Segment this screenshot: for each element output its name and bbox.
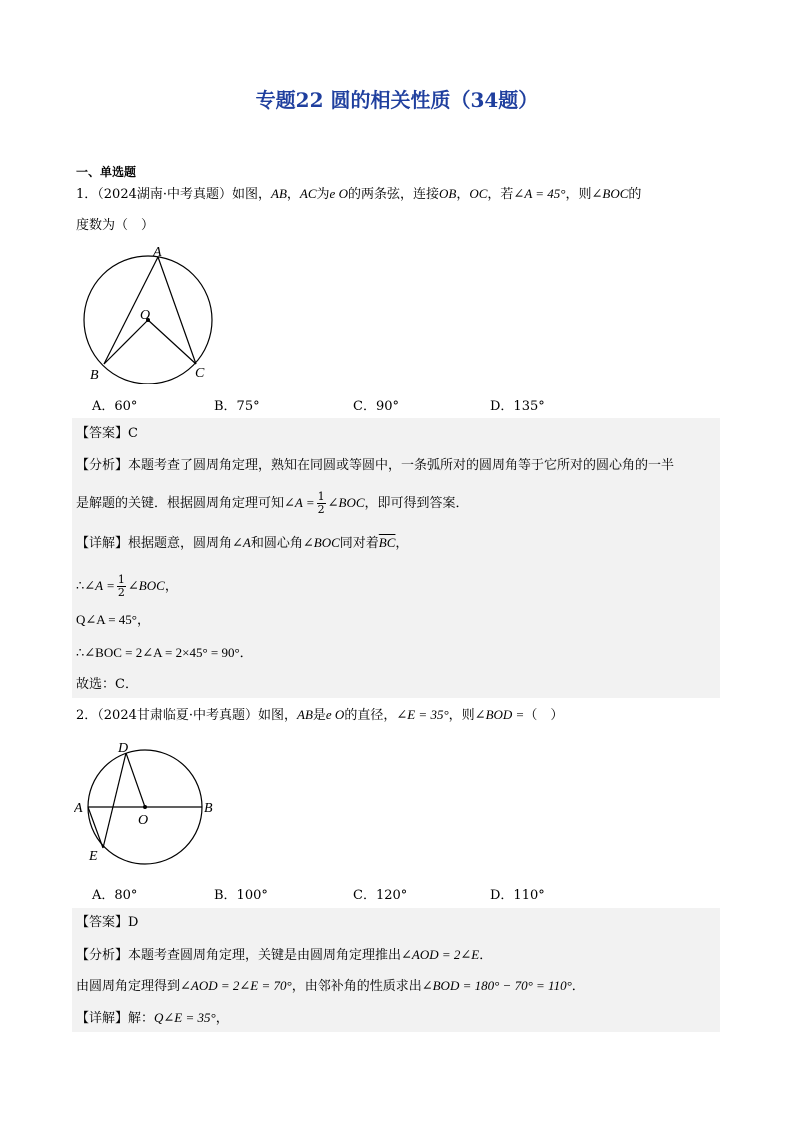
q2-center-dot <box>143 805 147 809</box>
q2-detail-line1: 【详解】解：Q∠E = 35°， <box>76 1010 229 1026</box>
q1-detail-line2: ∴∠A = $\frac{1}{2}$ ∠BOC， <box>76 573 178 599</box>
q2-circle-figure <box>74 740 220 866</box>
q2-label-e: E <box>89 849 98 864</box>
q2-option-c[interactable]: C．120° <box>353 888 408 903</box>
q1-option-b[interactable]: B．75° <box>214 399 260 414</box>
q2-answer: 【答案】D <box>76 915 139 930</box>
q1-label-a: A <box>153 245 162 260</box>
q1-fraction-half: $\frac{1}{2}$ <box>317 490 325 516</box>
section-heading: 一、单选题 <box>76 165 137 179</box>
q2-label-d: D <box>118 741 129 756</box>
q1-detail-line1: 【详解】根据题意，圆周角∠A和圆心角∠BOC同对着$\overline{BC}$， <box>76 535 409 551</box>
q1-detail-line4: ∴∠BOC = 2∠A = 2×45° = 90°． <box>76 645 253 660</box>
q1-label-c: C <box>195 366 205 381</box>
q1-stem-line1: 1．（2024湖南·中考真题）如图，AB，AC为e O的两条弦，连接OB，OC，若∠A = 45°，则∠BOC的 <box>76 186 642 202</box>
q2-label-a: A <box>74 801 83 816</box>
q1-option-d[interactable]: D．135° <box>490 399 545 414</box>
q1-label-b: B <box>90 368 99 383</box>
q1-option-a[interactable]: A．60° <box>92 399 138 414</box>
q2-chord-de <box>103 753 126 848</box>
q1-radius-ob <box>104 320 148 364</box>
q1-detail-fraction-half: $\frac{1}{2}$ <box>117 573 125 599</box>
q1-detail-line3: Q∠A = 45°， <box>76 612 150 627</box>
q1-chord-ac <box>158 257 196 364</box>
q1-label-o: O <box>140 308 151 323</box>
q2-option-a[interactable]: A．80° <box>92 888 138 903</box>
q1-option-c[interactable]: C．90° <box>353 399 399 414</box>
q2-stem: 2．（2024甘肃临夏·中考真题）如图，AB是e O的直径，∠E = 35°，则∠BOD =（ ） <box>76 707 564 723</box>
q2-option-b[interactable]: B．100° <box>214 888 268 903</box>
q1-circle-figure <box>76 242 226 384</box>
q2-analysis-line1: 【分析】本题考查圆周角定理，关键是由圆周角定理推出∠AOD = 2∠E． <box>76 947 493 963</box>
q1-detail-line5: 故选：C． <box>76 677 138 692</box>
q1-analysis-line1: 【分析】本题考查了圆周角定理，熟知在同圆或等圆中，一条弧所对的圆周角等于它所对的圆心角的一半 <box>76 458 675 473</box>
page-title: 专题22 圆的相关性质（34题） <box>255 88 539 112</box>
q2-option-d[interactable]: D．110° <box>490 888 545 903</box>
q1-analysis-line2: 是解题的关键．根据圆周角定理可知∠A = $\frac{1}{2}$ ∠BOC，即可得到答案． <box>76 490 469 516</box>
q2-chord-ae <box>88 807 103 848</box>
q2-radius-od <box>126 753 145 807</box>
q2-label-b: B <box>204 801 213 816</box>
q1-answer: 【答案】C <box>76 426 138 441</box>
q1-stem-line2: 度数为（ ） <box>76 218 155 233</box>
q2-label-o: O <box>138 813 149 828</box>
q2-analysis-line2: 由圆周角定理得到∠AOD = 2∠E = 70°，由邻补角的性质求出∠BOD = 180° − 70° = 110°． <box>76 978 585 994</box>
